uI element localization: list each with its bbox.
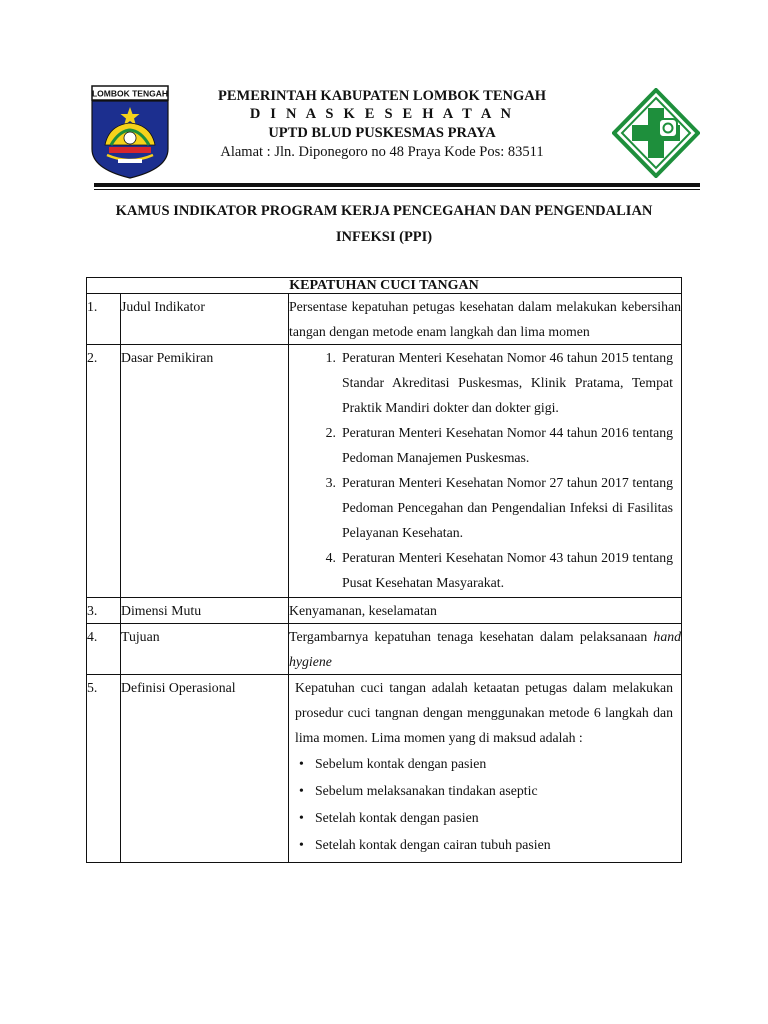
puskesmas-logo-icon <box>612 88 700 178</box>
letterhead-government: PEMERINTAH KABUPATEN LOMBOK TENGAH <box>217 88 547 104</box>
document-title-line1: KAMUS INDIKATOR PROGRAM KERJA PENCEGAHAN DAN PENGENDALIAN <box>115 203 653 219</box>
list-item <box>295 750 673 777</box>
row-value: Persentase kepatuhan petugas kesehatan dalam melakukan kebersihan tangan dengan metode enam langkah dan lima momen <box>289 294 682 345</box>
table-row <box>87 624 682 675</box>
row-value <box>289 675 682 863</box>
list-item <box>295 777 673 804</box>
crest-label: LOMBOK TENGAH <box>91 88 169 99</box>
row-value: Kenyamanan, keselamatan <box>289 598 682 624</box>
lombok-tengah-crest-icon <box>91 85 169 179</box>
letterhead-unit: UPTD BLUD PUSKESMAS PRAYA <box>268 125 496 141</box>
bullet-icon: • <box>299 783 304 798</box>
indicator-table <box>86 277 682 863</box>
row-label: Dimensi Mutu <box>121 598 289 624</box>
letterhead-divider-thin <box>94 189 700 190</box>
list-item-text: Setelah kontak dengan pasien <box>315 810 479 825</box>
table-header-row <box>87 278 682 294</box>
purpose-italic-term: hand hygiene <box>289 629 682 669</box>
five-moments-list <box>289 750 681 862</box>
list-item-text: Peraturan Menteri Kesehatan Nomor 46 tahun 2015 tentang Standar Akreditasi Puskesmas, Klinik Pratama, Tempat Praktik Mandiri dokter dan dokter gigi. <box>342 350 673 415</box>
list-item-text: Setelah kontak dengan cairan tubuh pasien <box>315 837 551 852</box>
row-number: 1. <box>87 294 121 345</box>
letterhead-address: Alamat : Jln. Diponegoro no 48 Praya Kode Pos: 83511 <box>220 144 544 160</box>
list-item <box>295 420 673 470</box>
list-item <box>295 345 673 420</box>
letterhead <box>180 87 584 161</box>
list-item <box>295 804 673 831</box>
list-item-number: 4. <box>325 550 336 565</box>
letterhead-department: D I N A S K E S E H A T A N <box>249 106 515 122</box>
table-row <box>87 675 682 863</box>
table-row <box>87 345 682 598</box>
row-label: Judul Indikator <box>121 294 289 345</box>
row-label: Tujuan <box>121 624 289 675</box>
list-item-text: Sebelum kontak dengan pasien <box>315 756 487 771</box>
row-label: Dasar Pemikiran <box>121 345 289 598</box>
list-item-text: Peraturan Menteri Kesehatan Nomor 43 tahun 2019 tentang Pusat Kesehatan Masyarakat. <box>342 550 673 590</box>
list-item <box>295 545 673 595</box>
document-title <box>80 198 688 250</box>
bullet-icon: • <box>299 810 304 825</box>
row-number: 4. <box>87 624 121 675</box>
table-row <box>87 294 682 345</box>
definition-text: Kepatuhan cuci tangan adalah ketaatan petugas dalam melakukan prosedur cuci tangnan dengan menggunakan metode 6 langkah dan lima momen. Lima momen yang di maksud adalah : <box>295 680 673 745</box>
row-label: Definisi Operasional <box>121 675 289 863</box>
bullet-icon: • <box>299 756 304 771</box>
list-item-number: 3. <box>325 475 336 490</box>
table-header: KEPATUHAN CUCI TANGAN <box>87 278 682 294</box>
list-item-text: Sebelum melaksanakan tindakan aseptic <box>315 783 538 798</box>
table-row <box>87 598 682 624</box>
list-item <box>295 831 673 858</box>
regulation-list <box>289 345 681 597</box>
row-value <box>289 624 682 675</box>
list-item-number: 2. <box>325 425 336 440</box>
list-item-number: 1. <box>325 350 336 365</box>
bullet-icon: • <box>299 837 304 852</box>
letterhead-divider-thick <box>94 183 700 187</box>
list-item-text: Peraturan Menteri Kesehatan Nomor 44 tahun 2016 tentang Pedoman Manajemen Puskesmas. <box>342 425 673 465</box>
row-number: 5. <box>87 675 121 863</box>
row-value <box>289 345 682 598</box>
row-number: 2. <box>87 345 121 598</box>
purpose-text: Tergambarnya kepatuhan tenaga kesehatan dalam pelaksanaan <box>289 629 648 644</box>
list-item <box>295 470 673 545</box>
document-title-line2: INFEKSI (PPI) <box>335 229 433 245</box>
list-item-text: Peraturan Menteri Kesehatan Nomor 27 tahun 2017 tentang Pedoman Pencegahan dan Pengendalian Infeksi di Fasilitas Pelayanan Kesehatan. <box>342 475 673 540</box>
row-number: 3. <box>87 598 121 624</box>
